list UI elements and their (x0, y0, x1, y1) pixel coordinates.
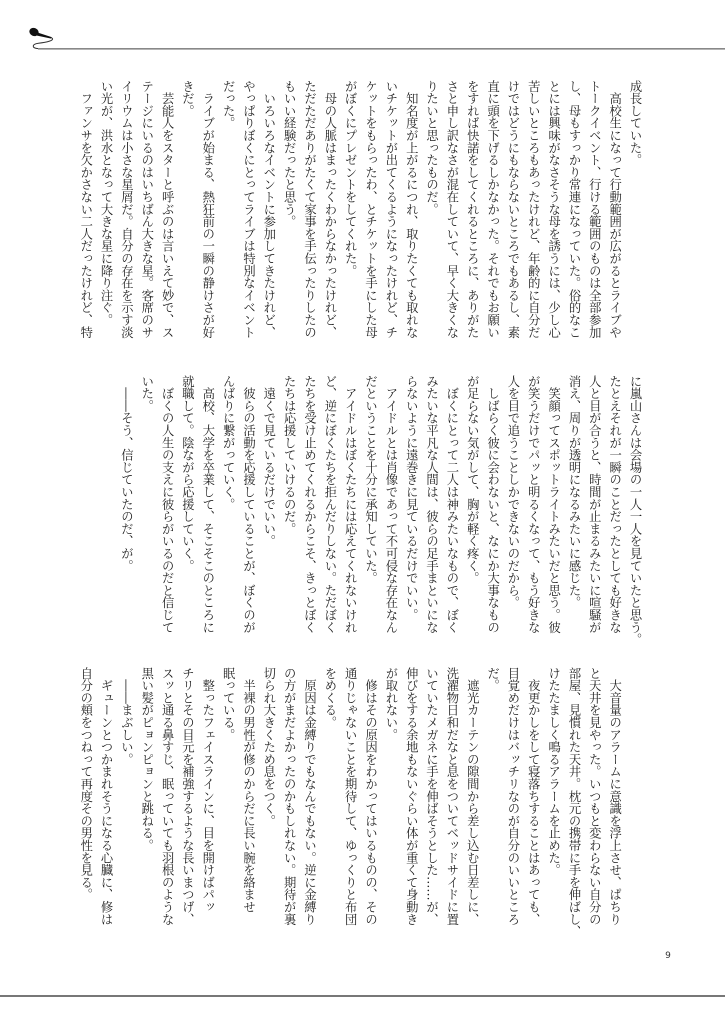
text-line: 知名度が上がるにつれ、取りたくても取れな (404, 80, 419, 339)
text-line: らないように遠巻きに見ているだけでいい。 (404, 375, 419, 621)
text-line: たちは応援していけるのだ。 (282, 375, 297, 535)
text-line: 修はその原因をわかってはいるものの、その (363, 667, 378, 926)
text-line: ケットをもらったわ、とチケットを手にした母 (363, 80, 378, 339)
text-line: テージにいるのはいちばん大きな星。客席のサ (139, 80, 154, 339)
text-line: とには興味がなさそうな母を誘うには、少し心 (546, 80, 561, 339)
text-line: をすれば快諾をしてくれるところに、ありがた (465, 80, 480, 339)
text-line: ただただありがたくて家事を手伝ったりしたの (302, 80, 317, 339)
text-line: だということを十分に承知していた。 (363, 375, 378, 585)
text-line: だった。 (221, 80, 236, 130)
text-line: 整ったフェイスラインに、目を開けばパッ (200, 667, 215, 913)
text-line: 成長していた。 (628, 80, 642, 167)
text-tier-bottom (75, 667, 645, 938)
text-tier-middle (75, 375, 645, 646)
text-line: が笑うだけでパッと明るくなって、もう好きな (526, 375, 541, 634)
blank-line (625, 667, 645, 925)
text-line: いろいろなイベントに参加してきたけれど、 (261, 80, 276, 339)
text-line: しばらく彼に会わないと、なにか大事なもの (485, 375, 500, 634)
text-line: けたたましく鳴るアラームを止めた。 (546, 667, 561, 877)
text-line: 遮光カーテンの隙間から差し込む日差しに、 (465, 667, 480, 926)
text-line: りたいと思ったものだ。 (424, 80, 439, 216)
text-line: きだ。 (180, 80, 195, 117)
text-line: いていたメガネに手を伸ばそうとした……が、 (424, 667, 439, 926)
text-line: もいい経験だったと思う。 (282, 80, 297, 228)
text-line: ファンサを欠かさない二人だったけれど、特 (78, 80, 93, 339)
text-line: ギューンとつかまれそうになる心臓に、修は (99, 667, 114, 926)
text-line: 高校、大学を卒業して、そこそこのところに (200, 375, 215, 634)
text-line: ど、逆にぼくたちを拒んだりしない。ただぼく (322, 375, 337, 634)
text-line: 眠っている。 (221, 667, 236, 741)
text-line: 人と目が合うと、時間が止まるみたいに喧騒が (587, 375, 602, 634)
text-line: 半裸の男性が修のからだに長い腕を絡ませ (241, 667, 256, 913)
text-line: 直に頭を下げるしかなかった。それでもお願い (485, 80, 500, 339)
text-line: 就職して。陰ながら応援していく。 (180, 375, 195, 572)
text-line: トークイベント、行ける範囲のものは全部参加 (587, 80, 602, 339)
page-header (0, 0, 725, 60)
text-line: ――まぶしい。 (119, 667, 134, 766)
text-line: アイドルとは肖像であって不可侵な存在なん (383, 375, 398, 634)
text-line: と天井を見やった。いつもと変わらない自分の (587, 667, 602, 926)
text-line: が取れない。 (383, 667, 398, 741)
blank-line (75, 375, 95, 633)
text-line: 人を目で追うことしかできないのだから。 (505, 375, 520, 609)
text-line: が足らない気がして、胸が軽く疼く。 (465, 375, 480, 585)
text-line: し、母もすっかり常連になっていた。俗的なこ (566, 80, 581, 339)
text-line: 芸能人をスターと呼ぶのは言いえて妙で、ス (160, 80, 175, 339)
text-line: みたいな平凡な人間は、彼らの足手まといにな (424, 375, 439, 634)
text-line: スッと通る鼻すじ、眠っていても羽根のような (160, 667, 175, 926)
text-line: 母の人脈はまったくわからなかったけれど、 (322, 80, 337, 339)
text-line: チリとその目元を補強するような長いまつげ、 (180, 667, 195, 926)
text-line: に嵐山さんは会場の一人一人を見ていたと思う。 (628, 375, 642, 646)
text-line: 笑顔ってスポットライトみたいだと思う。彼 (546, 375, 561, 634)
text-line: たちを受け止めてくれるからこそ、きっとぼく (302, 375, 317, 634)
text-line: んばりに繋がっていく。 (221, 375, 236, 511)
text-line: ぼくの人生の支えに彼らがいるのだと信じて (160, 375, 175, 634)
text-line: やっぱりぼくにとってライブは特別なイベント (241, 80, 256, 339)
text-line: 部屋、見慣れた天井。枕元の携帯に手を伸ばし、 (566, 667, 581, 938)
text-line: 苦しいところもあったけれど、年齢的に自分だ (526, 80, 541, 339)
text-line: をめくる。 (322, 667, 337, 729)
text-line: だ。 (485, 667, 500, 692)
text-line: 夜更かしをして寝落ちすることはあっても、 (526, 667, 541, 926)
text-line: けではどうにもならないところでもあるし、素 (505, 80, 520, 339)
text-line: いチケットが出てくるようになったけれど、チ (383, 80, 398, 339)
text-line: ――そう、信じていたのだ、が。 (119, 375, 134, 572)
text-line: 彼らの活動を応援していることが、ぼくのが (241, 375, 256, 634)
text-line: ぼくにとって二人は神みたいなもので、ぼく (444, 375, 459, 634)
text-line: さと申し訳なさが混在していて、早く大きくな (444, 80, 459, 339)
text-line: 通りじゃないことを期待して、ゆっくりと布団 (343, 667, 358, 926)
page-number: 9 (665, 951, 671, 961)
text-line: 原因は金縛りでもなんでもない。逆に金縛り (302, 667, 317, 926)
text-line: 目覚めだけはバッチリなのが自分のいいところ (505, 667, 520, 926)
text-line: 消え、周りが透明になるみたいに感じた。 (566, 375, 581, 609)
text-line: いた。 (139, 375, 154, 412)
text-line: 遠くで見ているだけでいい。 (261, 375, 276, 548)
footer-rule (0, 995, 725, 997)
blank-line (96, 375, 116, 633)
text-line: たとえそれが一瞬のことだったとしても好きな (607, 375, 622, 634)
text-tier-top (75, 80, 645, 338)
text-line: の方がまだよかったのかもしれない。期待が裏 (282, 667, 297, 926)
text-line: 黒い髪がピョンピョンと跳ねる。 (139, 667, 154, 852)
text-line: がぼくにプレゼントをしてくれた。 (343, 80, 358, 277)
microphone-icon (28, 26, 53, 48)
text-line: ライブが始まる、熱狂前の一瞬の静けさが好 (200, 80, 215, 339)
text-line: アイドルはぼくたちには応えてくれないけれ (343, 375, 358, 634)
text-line: い光が、洪水となって大きな星に降り注ぐ。 (99, 80, 114, 326)
text-line: 洗濯物日和だなと息をついてベッドサイドに置 (444, 667, 459, 926)
text-line: 自分の頬をつねって再度その男性を見る。 (78, 667, 93, 901)
text-line: 高校生になって行動範囲が広がるとライブや (607, 80, 622, 339)
text-line: 大音量のアラームに意識を浮上させ、ぱちり (607, 667, 622, 926)
text-line: イリウムは小さな星屑だ。自分の存在を示す淡 (119, 80, 134, 339)
text-line: 伸びをする余地もないぐらい体が重くて身動き (404, 667, 419, 926)
text-line: 切られ大きくため息をつく。 (261, 667, 276, 827)
